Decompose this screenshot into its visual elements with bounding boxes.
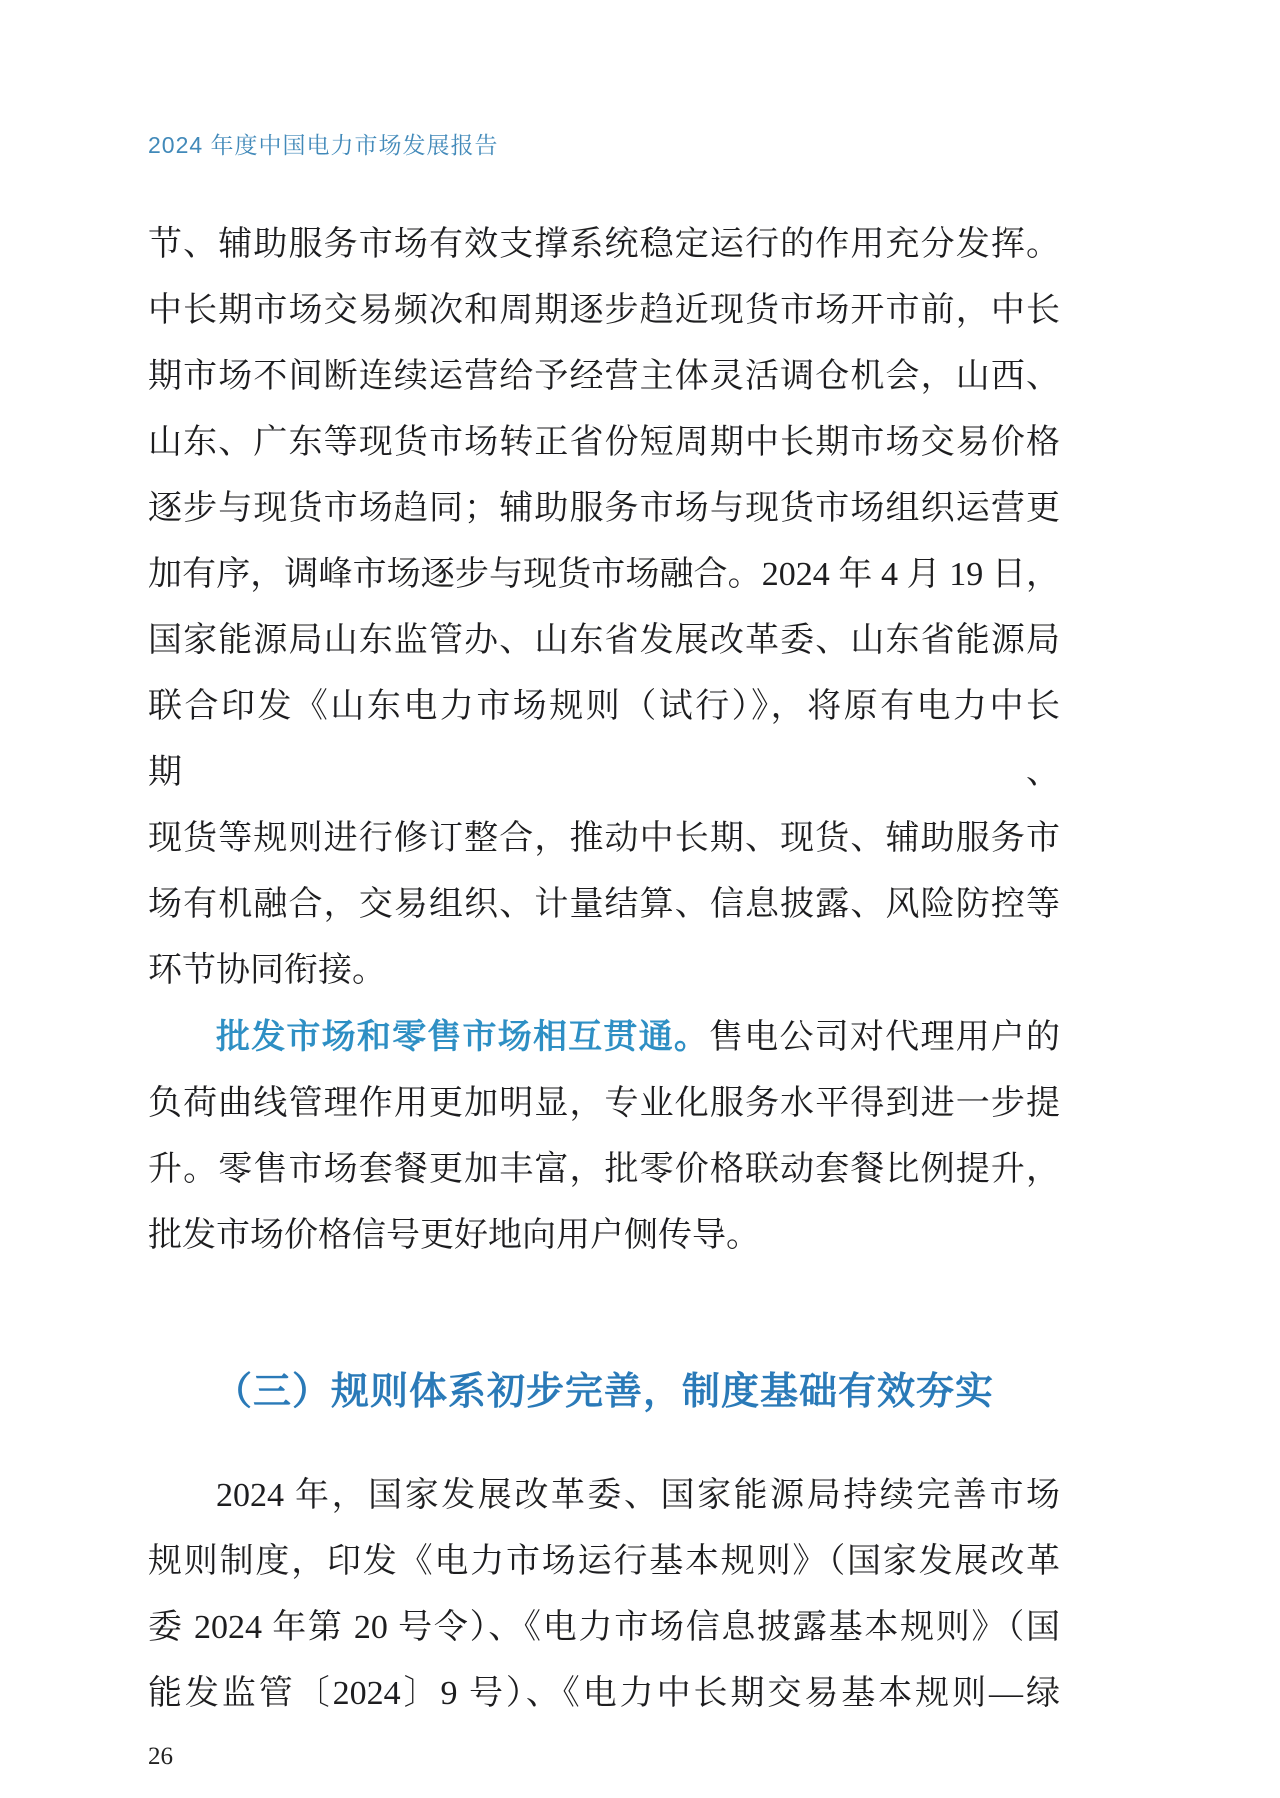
body-line: 联合印发《山东电力市场规则（试行）》，将原有电力中长期、 <box>148 688 1060 791</box>
body-line: 中长期市场交易频次和周期逐步趋近现货市场开市前，中长 <box>148 292 1060 329</box>
paragraph-2 <box>148 1004 1060 1269</box>
body-line: 规则制度，印发《电力市场运行基本规则》（国家发展改革 <box>148 1543 1060 1580</box>
body-line: 节、辅助服务市场有效支撑系统稳定运行的作用充分发挥。 <box>148 226 1060 263</box>
body-line: 现货等规则进行修订整合，推动中长期、现货、辅助服务市 <box>148 820 1060 857</box>
body-line: 逐步与现货市场趋同；辅助服务市场与现货市场组织运营更 <box>148 490 1060 527</box>
paragraph-1 <box>148 212 1060 1004</box>
bold-lead-sentence: 批发市场和零售市场相互贯通。 <box>216 1018 710 1056</box>
body-line: 国家能源局山东监管办、山东省发展改革委、山东省能源局 <box>148 622 1060 659</box>
body-line-text: 售电公司对代理用户的 <box>709 1019 1061 1056</box>
report-header-title: 2024 年度中国电力市场发展报告 <box>148 132 499 158</box>
page-body <box>148 212 1062 1773</box>
body-line: 委 2024 年第 20 号令）、《电力市场信息披露基本规则》（国 <box>148 1609 1060 1646</box>
body-line: 负荷曲线管理作用更加明显，专业化服务水平得到进一步提 <box>148 1085 1060 1122</box>
body-line: 能发监管〔2024〕9 号）、《电力中长期交易基本规则—绿 <box>148 1675 1060 1712</box>
body-line: 2024 年，国家发展改革委、国家能源局持续完善市场 <box>216 1477 1060 1514</box>
body-line: 山东、广东等现货市场转正省份短周期中长期市场交易价格 <box>148 424 1060 461</box>
paragraph-3 <box>148 1463 1060 1727</box>
body-line: 期市场不间断连续运营给予经营主体灵活调仓机会，山西、 <box>148 358 1060 395</box>
body-line: 加有序，调峰市场逐步与现货市场融合。2024 年 4 月 19 日， <box>148 556 1060 593</box>
body-line: 升。零售市场套餐更加丰富，批零价格联动套餐比例提升， <box>148 1151 1060 1188</box>
body-line: 批发市场价格信号更好地向用户侧传导。 <box>148 1217 760 1254</box>
body-line: 环节协同衔接。 <box>148 952 386 989</box>
body-line: 场有机融合，交易组织、计量结算、信息披露、风险防控等 <box>148 886 1060 923</box>
section-heading-3: （三）规则体系初步完善，制度基础有效夯实 <box>213 1371 994 1413</box>
page-number: 26 <box>148 1743 173 1770</box>
body-line <box>148 1004 1060 1071</box>
